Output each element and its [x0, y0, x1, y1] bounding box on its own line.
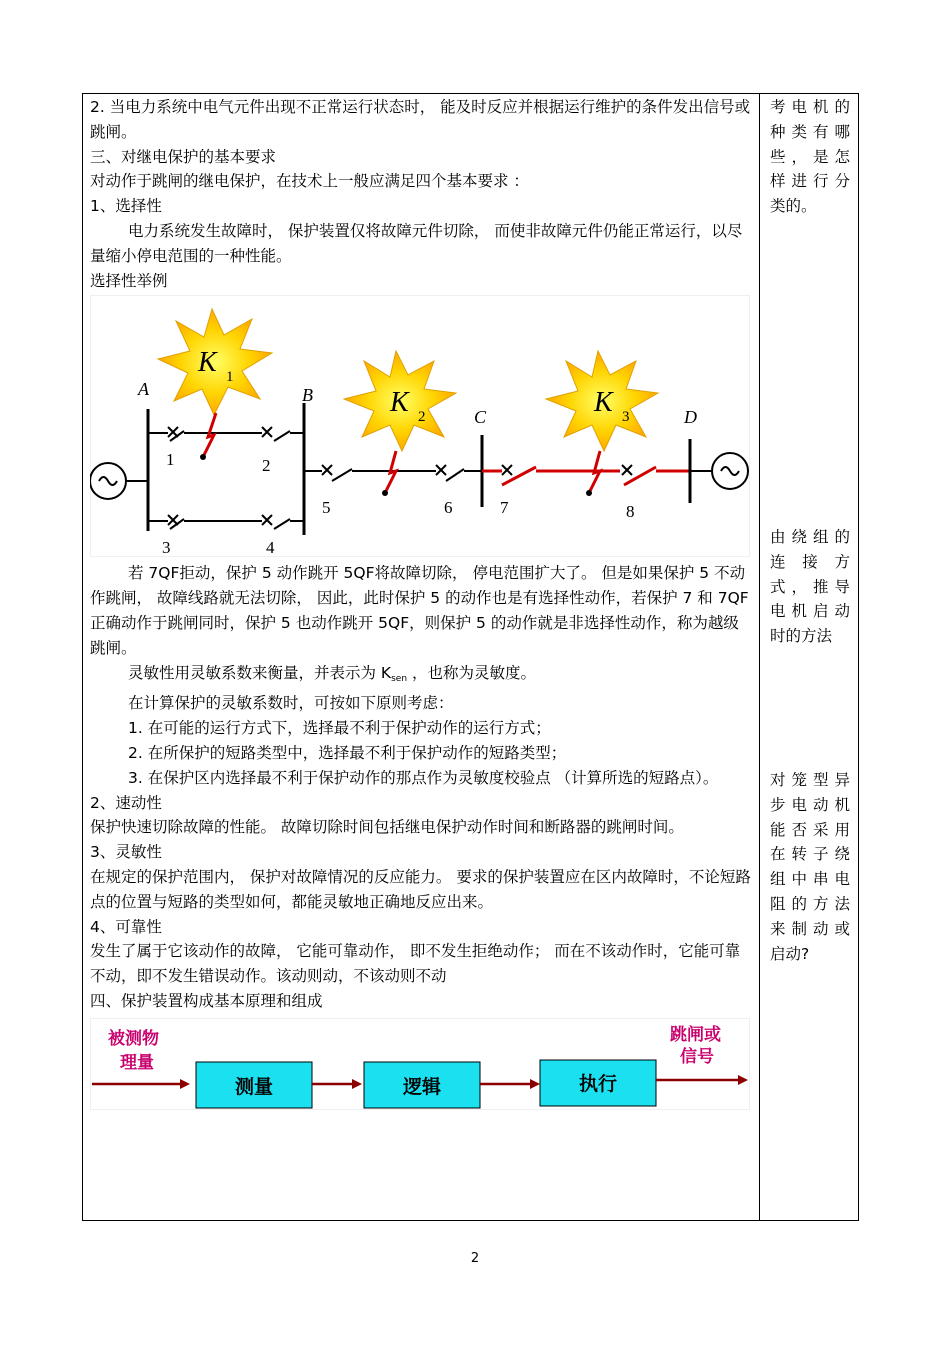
- heading-speed: 2、速动性: [90, 793, 162, 812]
- input-label: 理量: [120, 1052, 154, 1073]
- side-question-winding: 由绕组的 连接方 式，推导 电机启动 时的方法: [770, 528, 850, 646]
- breaker-label: 8: [626, 502, 635, 522]
- heading-sensitivity: 3、灵敏性: [90, 843, 162, 862]
- paragraph-selectivity: 电力系统发生故障时， 保护装置仅将故障元件切除， 而使非故障元件仍能正常运行，以尽量缩小停电范围的一种性能。: [90, 221, 743, 265]
- node-label-b: B: [302, 385, 313, 406]
- ksen-text-a: 灵敏性用灵敏系数来衡量，并表示为 K: [128, 663, 392, 682]
- selectivity-example-label: 选择性举例: [90, 271, 168, 290]
- breaker-label: 1: [166, 450, 175, 470]
- node-label-d: D: [684, 407, 697, 428]
- paragraph-ksen: [90, 661, 752, 692]
- block-logic-label: 逻辑: [402, 1075, 442, 1098]
- breaker-label: 7: [500, 498, 509, 518]
- breaker-label: 2: [262, 456, 271, 476]
- principle-2: 2. 在所保护的短路类型中，选择最不利于保护动作的短路类型；: [128, 743, 567, 762]
- paragraph-sensitivity: 在规定的保护范围内， 保护对故障情况的反应能力。 要求的保护装置应在区内故障时，不论短路点的位置与短路的类型如何，都能灵敏地正确地反应出来。: [90, 867, 751, 911]
- input-label: 被测物: [108, 1028, 159, 1049]
- breaker-label: 5: [322, 498, 331, 518]
- node-label-a: A: [138, 379, 149, 400]
- block-execute-label: 执行: [578, 1072, 618, 1095]
- svg-text:3: 3: [622, 409, 630, 426]
- heading-principle: 四、保护装置构成基本原理和组成: [90, 991, 323, 1010]
- svg-text:K: K: [594, 387, 613, 419]
- svg-text:1: 1: [226, 369, 234, 386]
- svg-text:K: K: [390, 387, 409, 419]
- column-divider: [759, 93, 760, 1221]
- block-diagram: [90, 1018, 750, 1110]
- paragraph-reliability: 发生了属于它该动作的故障， 它能可靠动作， 即不发生拒绝动作； 而在不该动作时，它能可靠不动，即不发生错误动作。该动则动，不该动则不动: [90, 942, 741, 986]
- breaker-label: 3: [162, 538, 171, 558]
- svg-text:2: 2: [418, 409, 426, 426]
- side-question-motor-types: 考电机的 种类有哪 些，是怎 样进行分 类的。: [770, 98, 850, 216]
- side-question-squirrel-cage: 对笼型异 步电动机 能否采用 在转子绕 组中串电 阻的方法 来制动或 启动?: [770, 771, 850, 963]
- page-number: 2: [470, 1251, 480, 1266]
- principle-1: 1. 在可能的运行方式下，选择最不利于保护动作的运行方式；: [128, 719, 551, 738]
- paragraph-speed: 保护快速切除故障的性能。 故障切除时间包括继电保护动作时间和断路器的跳闸时间。: [90, 818, 684, 837]
- main-content: [90, 95, 752, 1110]
- breaker-label: 6: [444, 498, 453, 518]
- paragraph-calc-principles: 在计算保护的灵敏系数时，可按如下原则考虑：: [128, 694, 454, 713]
- node-label-c: C: [474, 407, 487, 428]
- ksen-subscript: sen: [391, 673, 408, 684]
- paragraph-four-requirements: 对动作于跳闸的继电保护，在技术上一般应满足四个基本要求 ：: [90, 172, 529, 191]
- selectivity-diagram: [90, 295, 750, 557]
- breaker-label: 4: [266, 538, 275, 558]
- output-label: 跳闸或: [670, 1024, 721, 1045]
- ksen-text-b: ，也称为灵敏度。: [407, 663, 536, 682]
- principle-3: 3. 在保护区内选择最不利于保护动作的那点作为灵敏度校验点 （计算所选的短路点）。: [128, 768, 719, 787]
- paragraph-protection-2: 2. 当电力系统中电气元件出现不正常运行状态时， 能及时反应并根据运行维护的条件发出信号或跳闸。: [90, 98, 751, 141]
- heading-reliability: 4、可靠性: [90, 917, 162, 936]
- svg-text:K: K: [198, 347, 217, 379]
- heading-selectivity: 1、选择性: [90, 197, 162, 216]
- heading-requirements: 三、对继电保护的基本要求: [90, 147, 277, 166]
- block-measure-label: 测量: [234, 1075, 274, 1098]
- paragraph-7qf-example: 若 7QF拒动，保护 5 动作跳开 5QF将故障切除， 停电范围扩大了。 但是如果保护 5 不动作跳闸， 故障线路就无法切除， 因此，此时保护 5 的动作也是有选择性动作，若保护 7 和 7QF正确动作于跳闸同时，保护 5 也动作跳开 5QF，则保护 5 的动作就是非选择性动作，称为越级跳闸。: [90, 564, 749, 657]
- output-label: 信号: [680, 1046, 714, 1067]
